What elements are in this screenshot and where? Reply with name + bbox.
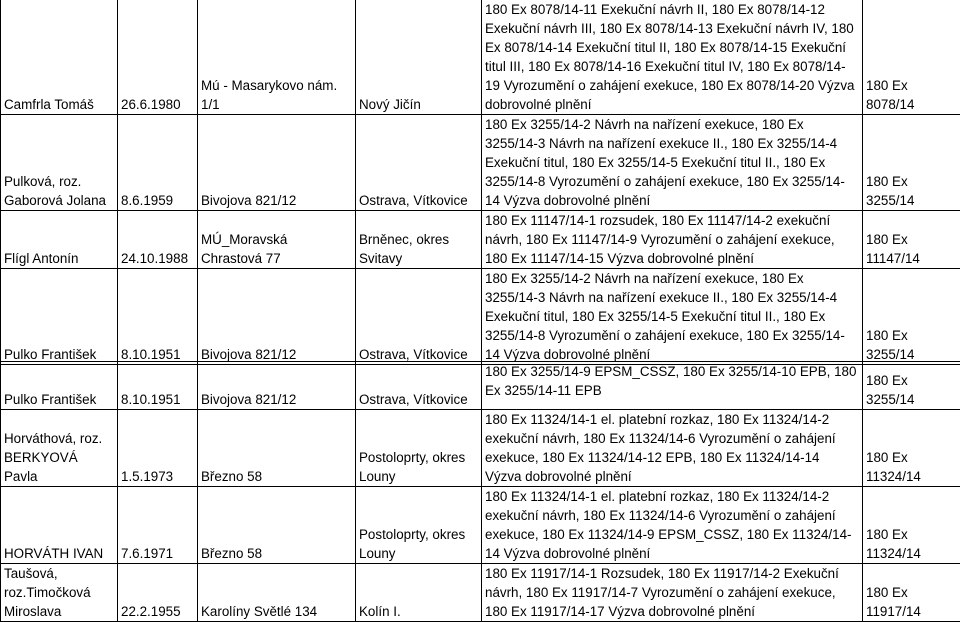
address: Bivojova 821/12 (198, 269, 356, 365)
file-number (863, 0, 960, 115)
document-list: 180 Ex 11324/14-1 el. platební rozkaz, 180 Ex 11324/14-2 exekuční návrh, 180 Ex 11324/14-6 Vyrozumění o zahájení exekuce, 180 Ex 11324/14-9 EPSM_CSSZ, 180 Ex 11324/14-14 Výzva dobrovolné plnění (482, 487, 863, 564)
document-list: 180 Ex 11147/14-1 rozsudek, 180 Ex 11147/14-2 exekuční návrh, 180 Ex 11147/14-9 Vyrozumění o zahájení exekuce, 180 Ex 11147/14-15 Výzva dobrovolné plnění (482, 211, 863, 269)
debtor-name: Flígl Antonín (1, 211, 118, 269)
debtor-name: HORVÁTH IVAN (1, 487, 118, 564)
table-row (1, 410, 960, 487)
file-number-prefix: 180 Ex (866, 371, 957, 390)
address: Karolíny Světlé 134 (198, 564, 356, 622)
document-list: 180 Ex 3255/14-2 Návrh na nařízení exekuce, 180 Ex 3255/14-3 Návrh na nařízení exekuce II., 180 Ex 3255/14-4 Exekuční titul, 180 Ex 3255/14-5 Exekuční titul II., 180 Ex 3255/14-8 Vyrozumění o zahájení exekuce, 180 Ex 3255/14-14 Výzva dobrovolné plnění (482, 115, 863, 211)
document-list: 180 Ex 11324/14-1 el. platební rozkaz, 180 Ex 11324/14-2 exekuční návrh, 180 Ex 11324/14-6 Vyrozumění o zahájení exekuce, 180 Ex 11324/14-12 EPB, 180 Ex 11324/14-14 Výzva dobrovolné plnění (482, 410, 863, 487)
address: MÚ_Moravská Chrastová 77 (198, 211, 356, 269)
file-number (863, 410, 960, 487)
address: Bivojova 821/12 (198, 115, 356, 211)
table-row (1, 211, 960, 269)
document-list: 180 Ex 3255/14-9 EPSM_CSSZ, 180 Ex 3255/14-10 EPB, 180 Ex 3255/14-11 EPB (482, 362, 863, 410)
table-row (1, 0, 960, 115)
document-list: 180 Ex 8078/14-11 Exekuční návrh II, 180 Ex 8078/14-12 Exekuční návrh III, 180 Ex 8078/14-13 Exekuční návrh IV, 180 Ex 8078/14-14 Exekuční titul II, 180 Ex 8078/14-15 Exekuční titul III, 180 Ex 8078/14-16 Exekuční titul IV, 180 Ex 8078/14-19 Vyrozumění o zahájení exekuce, 180 Ex 8078/14-20 Výzva dobrovolné plnění (482, 0, 863, 115)
birth-date: 7.6.1971 (118, 487, 198, 564)
file-number (863, 564, 960, 622)
birth-date: 24.10.1988 (118, 211, 198, 269)
debtor-name: Taušová, roz.Timočková Miroslava (1, 564, 118, 622)
table-row (1, 269, 960, 365)
address: Březno 58 (198, 487, 356, 564)
file-number-prefix: 180 Ex (866, 230, 957, 249)
city: Kolín I. (356, 564, 482, 622)
address: Mú - Masarykovo nám. 1/1 (198, 0, 356, 115)
table-row (1, 487, 960, 564)
city: Brněnec, okres Svitavy (356, 211, 482, 269)
file-number-prefix: 180 Ex (866, 583, 957, 602)
file-number-value: 3255/14 (866, 345, 957, 364)
file-number-value: 3255/14 (866, 191, 957, 210)
file-number (863, 362, 960, 410)
birth-date: 8.10.1951 (118, 269, 198, 365)
debtor-name: Pulko František (1, 269, 118, 365)
city: Postoloprty, okres Louny (356, 410, 482, 487)
table-row (1, 362, 960, 410)
file-number (863, 487, 960, 564)
debtor-name: Horváthová, roz. BERKYOVÁ Pavla (1, 410, 118, 487)
file-number-prefix: 180 Ex (866, 326, 957, 345)
birth-date: 22.2.1955 (118, 564, 198, 622)
birth-date: 8.10.1951 (118, 362, 198, 410)
city: Postoloprty, okres Louny (356, 487, 482, 564)
file-number-value: 11917/14 (866, 602, 957, 621)
debtor-name: Pulko František (1, 362, 118, 410)
birth-date: 1.5.1973 (118, 410, 198, 487)
table-row (1, 564, 960, 622)
debtor-table-bottom (0, 361, 960, 622)
file-number (863, 211, 960, 269)
file-number-prefix: 180 Ex (866, 448, 957, 467)
file-number-prefix: 180 Ex (866, 525, 957, 544)
file-number-value: 11324/14 (866, 544, 957, 563)
birth-date: 8.6.1959 (118, 115, 198, 211)
file-number-value: 11324/14 (866, 467, 957, 486)
address: Březno 58 (198, 410, 356, 487)
city: Ostrava, Vítkovice (356, 115, 482, 211)
file-number (863, 115, 960, 211)
debtor-name: Camfrla Tomáš (1, 0, 118, 115)
debtor-name: Pulková, roz. Gaborová Jolana (1, 115, 118, 211)
table-row (1, 115, 960, 211)
document-list: 180 Ex 11917/14-1 Rozsudek, 180 Ex 11917/14-2 Exekuční návrh, 180 Ex 11917/14-7 Vyrozumění o zahájení exekuce, 180 Ex 11917/14-17 Výzva dobrovolné plnění (482, 564, 863, 622)
file-number-value: 11147/14 (866, 249, 957, 268)
birth-date: 26.6.1980 (118, 0, 198, 115)
file-number-value: 3255/14 (866, 390, 957, 409)
file-number (863, 269, 960, 365)
city: Ostrava, Vítkovice (356, 269, 482, 365)
city: Ostrava, Vítkovice (356, 362, 482, 410)
file-number-value: 8078/14 (866, 95, 957, 114)
document-list: 180 Ex 3255/14-2 Návrh na nařízení exekuce, 180 Ex 3255/14-3 Návrh na nařízení exekuce II., 180 Ex 3255/14-4 Exekuční titul, 180 Ex 3255/14-5 Exekuční titul II., 180 Ex 3255/14-8 Vyrozumění o zahájení exekuce, 180 Ex 3255/14-14 Výzva dobrovolné plnění (482, 269, 863, 365)
address: Bivojova 821/12 (198, 362, 356, 410)
file-number-prefix: 180 Ex (866, 172, 957, 191)
city: Nový Jičín (356, 0, 482, 115)
file-number-prefix: 180 Ex (866, 76, 957, 95)
